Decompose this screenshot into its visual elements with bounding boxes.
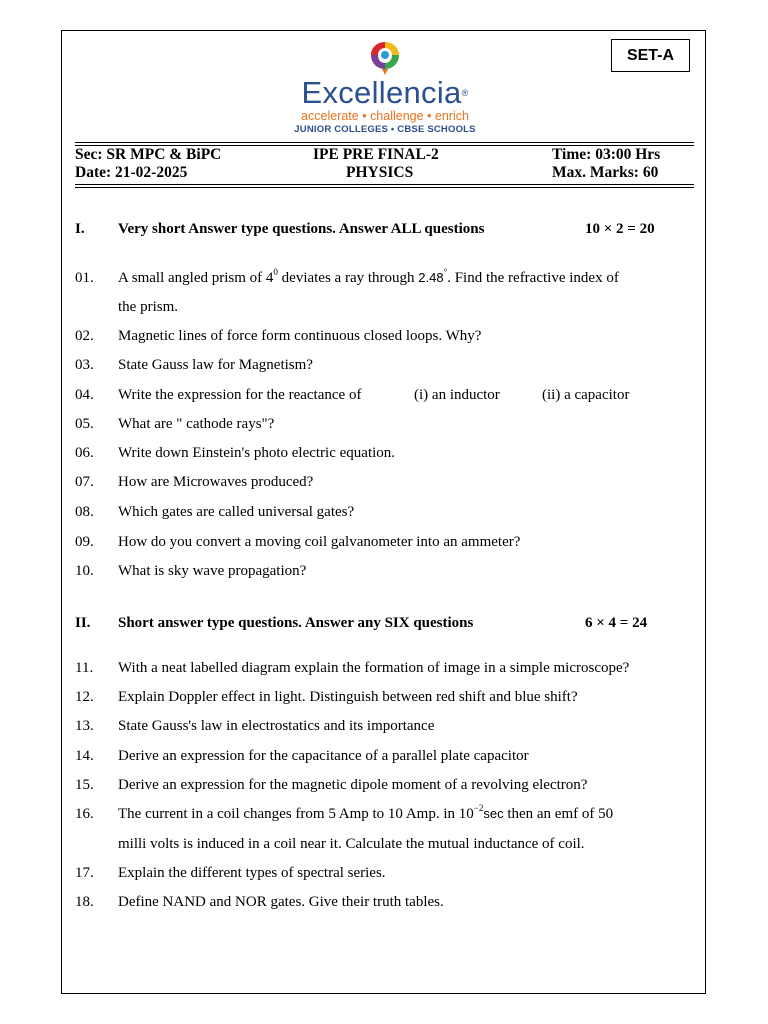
header-section: Sec: SR MPC & BiPC — [75, 146, 222, 163]
question-number: 13. — [75, 718, 94, 734]
question-text: the prism. — [118, 299, 178, 315]
question-text: What are " cathode rays"? — [118, 416, 275, 432]
angle-superscript: 0 — [273, 267, 278, 277]
question-text: Derive an expression for the capacitance of a parallel plate capacitor — [118, 748, 529, 764]
section-title: Short answer type questions. Answer any SIX questions — [118, 615, 474, 631]
header-rule-top — [75, 142, 694, 143]
question-number: 06. — [75, 445, 94, 461]
angle-value: 4 — [265, 270, 274, 286]
option-capacitor: (ii) a capacitor — [542, 387, 630, 403]
section-number: II. — [75, 615, 91, 631]
question-text: A small angled prism of — [118, 270, 266, 286]
registered-mark: ® — [461, 88, 469, 98]
question-text: State Gauss law for Magnetism? — [118, 357, 313, 373]
logo-name: Excellencia — [301, 75, 462, 110]
header-exam: IPE PRE FINAL-2 — [313, 146, 439, 163]
deviation-superscript: ° — [443, 267, 448, 277]
question-number: 16. — [75, 806, 94, 822]
header-rule-bottom — [75, 184, 694, 185]
logo-tagline: accelerate • challenge • enrich — [301, 109, 469, 123]
section-marks: 10 × 2 = 20 — [585, 221, 655, 237]
question-number: 12. — [75, 689, 94, 705]
question-text: Explain the different types of spectral series. — [118, 865, 386, 881]
header-subject: PHYSICS — [346, 164, 414, 181]
question-text: State Gauss's law in electrostatics and its importance — [118, 718, 435, 734]
question-number: 08. — [75, 504, 94, 520]
question-text: What is sky wave propagation? — [118, 563, 307, 579]
question-text: Define NAND and NOR gates. Give their truth tables. — [118, 894, 444, 910]
deviation-value: 2.48 — [418, 270, 444, 285]
question-number: 03. — [75, 357, 94, 373]
option-inductor: (i) an inductor — [414, 387, 500, 403]
question-text: Write down Einstein's photo electric equation. — [118, 445, 396, 461]
question-text: Write the expression for the reactance of — [118, 387, 362, 403]
logo-subline: JUNIOR COLLEGES • CBSE SCHOOLS — [294, 124, 476, 135]
question-text: Magnetic lines of force form continuous closed loops. Why? — [118, 328, 482, 344]
question-number: 07. — [75, 474, 94, 490]
header-date: Date: 21-02-2025 — [75, 164, 188, 181]
question-text: Derive an expression for the magnetic dipole moment of a revolving electron? — [118, 777, 588, 793]
question-text: . Find the refractive index of — [447, 270, 619, 286]
question-text: milli volts is induced in a coil near it. Calculate the mutual inductance of coil. — [118, 836, 585, 852]
question-number: 02. — [75, 328, 94, 344]
question-number: 17. — [75, 865, 94, 881]
question-text: deviates a ray through — [277, 270, 419, 286]
section-title: Very short Answer type questions. Answer ALL questions — [118, 221, 485, 237]
question-number: 10. — [75, 563, 94, 579]
section-number: I. — [75, 221, 85, 237]
question-number: 01. — [75, 270, 94, 286]
question-text: then an emf of 50 — [503, 806, 614, 822]
question-number: 15. — [75, 777, 94, 793]
set-label: SET-A — [611, 39, 690, 72]
logo-emblem-icon — [368, 40, 402, 76]
question-number: 14. — [75, 748, 94, 764]
question-number: 18. — [75, 894, 94, 910]
header-max-marks: Max. Marks: 60 — [552, 164, 659, 181]
question-text: The current in a coil changes from 5 Amp to 10 Amp. in — [118, 806, 459, 822]
institution-logo — [285, 40, 485, 140]
power-base: 10 — [458, 806, 474, 822]
question-text: With a neat labelled diagram explain the formation of image in a simple microscope? — [118, 660, 630, 676]
question-text: Explain Doppler effect in light. Distinguish between red shift and blue shift? — [118, 689, 578, 705]
question-text: Which gates are called universal gates? — [118, 504, 355, 520]
question-number: 04. — [75, 387, 94, 403]
question-number: 11. — [75, 660, 94, 676]
section-marks: 6 × 4 = 24 — [585, 615, 648, 631]
question-number: 09. — [75, 534, 94, 550]
power-exponent: −2 — [473, 803, 484, 813]
unit-sec: sec — [483, 806, 504, 821]
question-text: How do you convert a moving coil galvanometer into an ammeter? — [118, 534, 521, 550]
question-text: How are Microwaves produced? — [118, 474, 314, 490]
header-rule-bottom-2 — [75, 187, 694, 188]
header-time: Time: 03:00 Hrs — [552, 146, 661, 163]
question-number: 05. — [75, 416, 94, 432]
